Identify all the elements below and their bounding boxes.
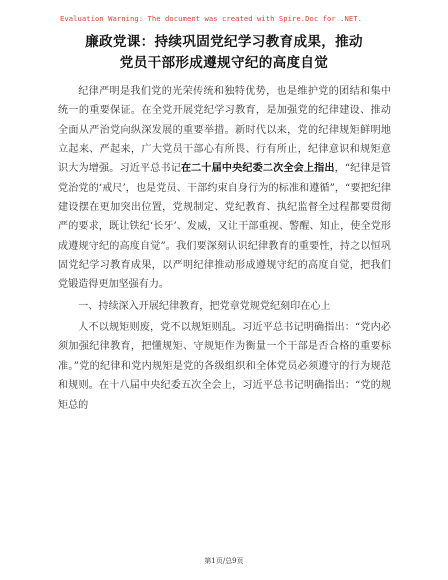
paragraph-1-bold: 在二十届中央纪委二次全会上指出 — [180, 163, 335, 175]
document-body — [58, 82, 391, 415]
evaluation-warning: Evaluation Warning: The document was created with Spire.Doc for .NET. — [60, 14, 363, 23]
title-line-2: 党员干部形成遵规守纪的高度自觉 — [119, 54, 329, 71]
document-title — [56, 32, 392, 73]
paragraph-1-text-b: ，“纪律是管党治党的‘戒尺’，也是党员、干部约束自身行为的标准和遵循”，“要把纪律建设摆在更加突出位置，党规制定、党纪教育、执纪监督全过程都要贯彻严的要求，既让铁纪‘长牙’、发威，又让干部重视、警醒、知止，使全党形成遵规守纪的高度自觉”。我们要深刻认识纪律教育的重要性，持之以恒巩固党纪学习教育成果，以严明纪律推动形成遵规守纪的高度自觉，把我们党锻造得更加坚强有力。 — [58, 163, 391, 291]
paragraph-2: 人不以规矩则废，党不以规矩则乱。习近平总书记明确指出：“党内必须加强纪律教育，把懂规矩、守规矩作为衡量一个干部是否合格的重要标准。”党的纪律和党内规矩是党的各级组织和全体党员必须遵守的行为规范和规则。在十八届中央纪委五次全会上，习近平总书记明确指出：“党的规矩总的 — [58, 322, 391, 411]
title-line-1: 廉政党课：持续巩固党纪学习教育成果，推动 — [85, 34, 363, 50]
section-heading-1: 一、持续深入开展纪律教育，把党章党规党纪刻印在心上 — [78, 300, 331, 312]
paragraph-1 — [58, 82, 391, 295]
paragraph-1-text-a: 纪律严明是我们党的光荣传统和独特优势，也是维护党的团结和集中统一的重要保证。在全党开展党纪学习教育，是加强党的纪律建设、推动全面从严治党向纵深发展的重要举措。新时代以来，党的纪律规矩鲜明地立起来、严起来，广大党员干部心有所畏、行有所止，纪律意识和规矩意识大为增强。习近平总书记 — [58, 86, 391, 175]
page-footer: 第1页/总9页 — [204, 557, 244, 565]
